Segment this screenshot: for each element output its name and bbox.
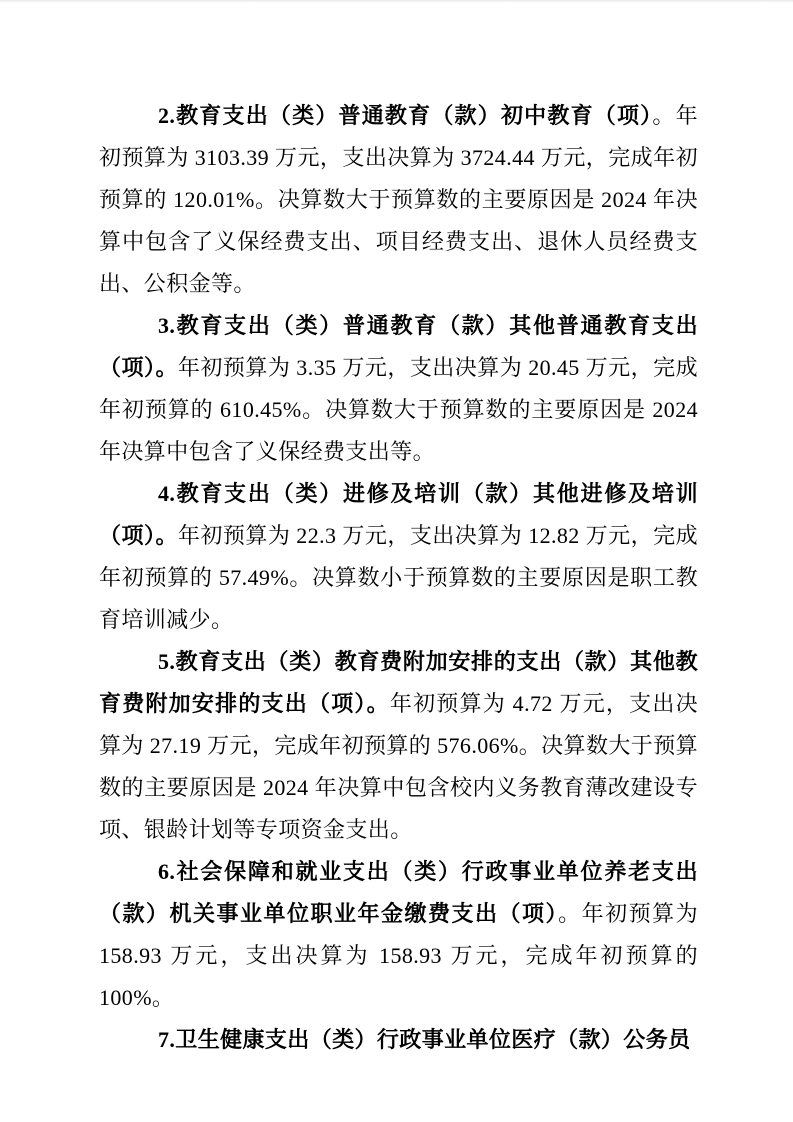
paragraph-body: 年初预算为 3.35 万元，支出决算为 20.45 万元，完成年初预算的 610.45%。决算数大于预算数的主要原因是 2024 年决算中包含了义保经费支出等。 [99,355,698,464]
budget-paragraph-health-medical [99,1019,698,1061]
budget-paragraph-education-junior-middle [99,95,698,305]
paragraph-heading: 6.社会保障和就业支出（类）行政事业单位养老支出（款）机关事业单位职业年金缴费支出（项） [99,859,698,926]
budget-paragraph-education-other-general [99,305,698,473]
paragraph-body: 。年初预算为 158.93 万元，支出决算为 158.93 万元，完成年初预算的 100%。 [99,901,698,1010]
paragraph-body: 年初预算为 4.72 万元，支出决算为 27.19 万元，完成年初预算的 576.06%。决算数大于预算数的主要原因是 2024 年决算中包含校内义务教育薄改建设专项、银龄计划等专项资金支出。 [99,691,698,842]
paragraph-body: 。年初预算为 3103.39 万元，支出决算为 3724.44 万元，完成年初预算的 120.01%。决算数大于预算数的主要原因是 2024 年决算中包含了义保经费支出、项目经费支出、退休人员经费支出、公积金等。 [99,103,698,296]
paragraph-heading: 5.教育支出（类）教育费附加安排的支出（款）其他教育费附加安排的支出（项）。 [99,649,698,716]
paragraph-heading: 3.教育支出（类）普通教育（款）其他普通教育支出（项）。 [99,313,698,380]
paragraph-heading: 7.卫生健康支出（类）行政事业单位医疗（款）公务员 [158,1027,691,1052]
paragraph-heading: 4.教育支出（类）进修及培训（款）其他进修及培训（项）。 [99,481,698,548]
budget-paragraph-social-security-pension [99,851,698,1019]
budget-paragraph-education-training [99,473,698,641]
budget-paragraph-education-surcharge [99,641,698,851]
paragraph-body: 年初预算为 22.3 万元，支出决算为 12.82 万元，完成年初预算的 57.49%。决算数小于预算数的主要原因是职工教育培训减少。 [99,523,698,632]
paragraph-heading: 2.教育支出（类）普通教育（款）初中教育（项） [158,103,653,128]
